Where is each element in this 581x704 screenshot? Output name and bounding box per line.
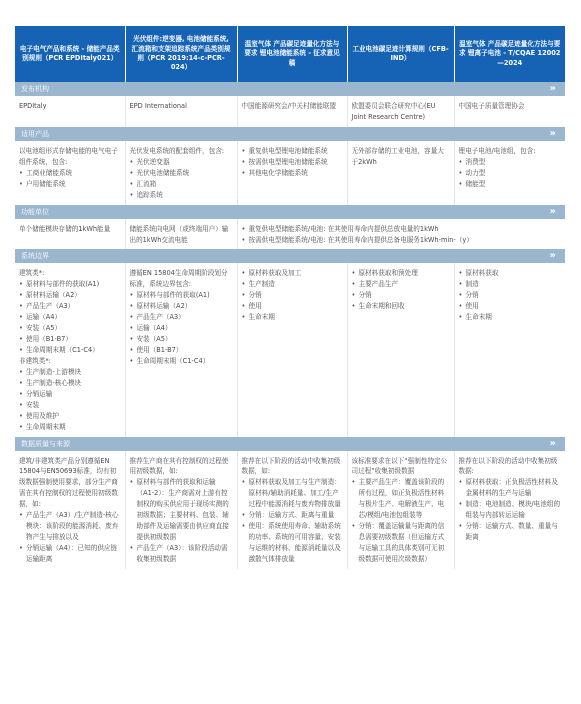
list-item: • 分销运输 — [19, 389, 121, 400]
section-header-row — [15, 205, 565, 219]
section-title-text: 功能单位 — [21, 207, 49, 216]
bullet-list — [352, 477, 450, 565]
section-header-row — [15, 127, 565, 141]
list-item: • 原材料获取及加工 — [242, 268, 343, 279]
table-cell — [237, 141, 347, 205]
list-item: • 主要产品生产：覆盖该阶段的所有过程，如正负极活性材料与极片生产、电解液生产、电芯/模组/电池包组装等 — [352, 477, 450, 521]
list-item: • 生命末期和回收 — [352, 301, 450, 312]
list-item: • 生产制造-核心模块 — [19, 378, 121, 389]
column-header: 温室气体 产品碳足迹量化方法与要求 锂离子电池 - T/CQAE 12002—2024 — [454, 26, 565, 82]
section-title — [15, 82, 565, 96]
section-title-text: 系统边界 — [21, 252, 49, 261]
list-item: • 原材料运输（A2） — [19, 290, 121, 301]
list-item: • 原材料与部件的获取(A1) — [130, 290, 233, 301]
column-header: 工业电池碳足迹计算规则（CFB-IND） — [347, 26, 454, 82]
list-item: • 运输（A4） — [19, 312, 121, 323]
bullet-list — [130, 477, 233, 565]
list-item: • 光伏电池储能系统 — [130, 168, 233, 179]
section-title-text: 数据质量与来源 — [21, 439, 70, 448]
table-cell-spanning — [237, 219, 565, 250]
list-item: • 生命末期 — [242, 312, 343, 323]
table-cell — [237, 451, 347, 569]
section-title-text: 发布机构 — [21, 85, 49, 93]
table-cell — [347, 96, 454, 127]
list-item: • 其他电化学储能系统 — [242, 168, 343, 179]
list-item: • 汇流箱 — [130, 179, 233, 190]
table-cell — [15, 263, 125, 436]
section-title — [15, 205, 565, 219]
bullet-list — [19, 367, 121, 433]
list-item: • 使用：系统使用寿命、辅助系统的功率、系统的可用容量、安装与运维的材料、能源消耗量以及激散气体排放量 — [242, 521, 343, 565]
list-item: • 原材料获取和预处理 — [352, 268, 450, 279]
list-item: • 生命周期末期 — [19, 422, 121, 433]
list-item: • 重复供电型锂电池储能系统 — [242, 146, 343, 157]
list-item: • 分销运输（A4）：已知的供应链运输距离 — [19, 543, 121, 565]
table-cell — [347, 263, 454, 436]
list-item: • 储能型 — [459, 179, 562, 190]
section-body-row — [15, 219, 565, 250]
cell-intro: 遵循EN 15804生命周期阶段划分标准，系统边界包含: — [129, 269, 228, 289]
section-body-row — [15, 141, 565, 205]
bullet-list — [242, 477, 343, 565]
bullet-list — [242, 268, 343, 323]
cell-intro: 推荐在以下阶段的活动中收集初级数据: — [458, 456, 558, 476]
table-cell — [454, 96, 565, 127]
table-cell — [347, 141, 454, 205]
cell-intro: 推荐在以下阶段的活动中收集初级数据，如: — [241, 456, 341, 476]
bullet-list — [19, 279, 121, 356]
list-item: • 动力型 — [459, 168, 562, 179]
list-item: • 分销 — [242, 290, 343, 301]
chevron-right-icon: » — [549, 127, 556, 139]
table-cell — [454, 263, 565, 436]
list-item: • 追踪系统 — [130, 190, 233, 201]
pcr-comparison-table — [15, 26, 565, 569]
section-title-text: 适用产品 — [21, 129, 49, 138]
cell-text: 中国电子质量管理协会 — [458, 102, 525, 110]
list-item: • 工商业储能系统 — [19, 168, 121, 179]
chevron-right-icon: » — [549, 83, 556, 94]
bullet-list — [19, 168, 121, 190]
list-item: • 按需供电型锂电池储能系统 — [242, 157, 343, 168]
cell-intro: 推荐生产商在其有控制权的过程使用初级数据，如: — [129, 456, 229, 476]
section-title — [15, 127, 565, 141]
list-item: • 分销：覆盖运输量与距离的信息需要初级数据（但运输方式与运输工具的具体类别可无初级数据可使用次级数据） — [352, 521, 450, 565]
section-header-row — [15, 249, 565, 263]
chevron-right-icon: » — [549, 437, 556, 449]
list-item: • 产品生产（A3）：该阶段活动需收集初级数据 — [130, 543, 233, 565]
list-item: • 分销 — [459, 290, 562, 301]
table-cell — [15, 96, 125, 127]
section-header-row — [15, 437, 565, 451]
table-cell — [454, 451, 565, 569]
list-item: • 原材料获取及加工与生产制造：原材料/辅助消耗量、加工/生产过程中能源消耗与废弃物排放量 — [242, 477, 343, 510]
list-item: • 光伏逆变器 — [130, 157, 233, 168]
list-item: • 使用 — [242, 301, 343, 312]
bullet-list — [130, 290, 233, 367]
section-header-row — [15, 82, 565, 96]
column-header: 光伏组件:逆变器, 电池储能系统, 汇流箱和支架追踪系统产品类别规则（PCR 2019:14-c-PCR-024） — [125, 26, 237, 82]
list-item: • 生产制造 — [242, 279, 343, 290]
list-item: • 运输（A4） — [130, 323, 233, 334]
cell-text: 储能系统向电网（或终端用户）输出的1kWh交流电能 — [129, 224, 229, 244]
cell-intro: 锂电子电池/电池组，包含: — [458, 146, 536, 155]
list-item: • 生产制造-上游模块 — [19, 367, 121, 378]
list-item: • 生命周期末期（C1-C4） — [130, 356, 233, 367]
section-body-row — [15, 263, 565, 436]
list-item: • 重复供电型储能系统/电池: 在其使用寿命内提供总放电量的1kWh — [242, 224, 562, 235]
column-header: 温室气体 产品碳足迹量化方法与要求 锂电池储能系统 - 征求意见稿 — [237, 26, 347, 82]
list-item: • 按需供电型储能系统/电池: 在其使用寿命内提供总备电服务1kWh-min-（y） — [242, 235, 562, 246]
list-item: • 分销 — [352, 290, 450, 301]
cell-intro: 以电池组形式存储电能的电气电子组件系统，包含: — [19, 146, 118, 166]
bullet-list — [459, 477, 562, 543]
list-item: • 产品生产（A3） — [130, 312, 233, 323]
bullet-list — [19, 510, 121, 565]
cell-text: 单个储能模块存储的1kWh能量 — [19, 224, 111, 233]
table-cell — [125, 96, 237, 127]
list-item: • 制造：电池制造、模块/电池组的组装与内部转运运输 — [459, 499, 562, 521]
cell-intro: 该标准要求在以下“强制性特定公司过程”收集初级数据 — [351, 456, 448, 476]
list-item: • 原材料获取 — [459, 268, 562, 279]
table-cell — [125, 451, 237, 569]
chevron-right-icon: » — [549, 205, 556, 217]
section-title — [15, 249, 565, 263]
list-item: • 原材料与部件的获取和运输（A1-2）：生产商需对上游有控制权的购买供应用于现场实测的初级数据；主要材料、包装、辅助部件及运输需要由供应商直接提供初级数据 — [130, 477, 233, 543]
group-label: 非建筑类*: — [19, 356, 51, 365]
list-item: • 生命末期 — [459, 312, 562, 323]
list-item: • 生命周期末期（C1-C4） — [19, 345, 121, 356]
list-item: • 原材料与部件的获取(A1) — [19, 279, 121, 290]
cell-text: EPDItaly — [19, 102, 47, 110]
cell-intro: 建筑/非建筑类产品分别遵循EN 15804与EN50693标准，均有初级数据强制使用要求，部分生产商需在其有控制权的过程使用初级数据，如: — [19, 456, 118, 509]
bullet-list — [130, 157, 233, 201]
table-cell — [15, 451, 125, 569]
table-cell — [125, 141, 237, 205]
list-item: • 安装（A5） — [19, 323, 121, 334]
list-item: • 原材料运输（A2） — [130, 301, 233, 312]
list-item: • 产品生产（A3） — [19, 301, 121, 312]
list-item: • 安装（A5） — [130, 334, 233, 345]
table-cell — [237, 96, 347, 127]
list-item: • 使用（B1-B7） — [19, 334, 121, 345]
list-item: • 安装 — [19, 400, 121, 411]
cell-text: 无外部存储的工业电池，容量大于2kWh — [351, 146, 444, 166]
section-body-row — [15, 451, 565, 569]
section-title — [15, 437, 565, 451]
column-header: 电子电气产品和系统 - 储能产品类别规则（PCR EPDItaly021） — [15, 26, 125, 82]
bullet-list — [242, 224, 562, 246]
list-item: • 使用（B1-B7） — [130, 345, 233, 356]
list-item: • 制造 — [459, 279, 562, 290]
section-body-row — [15, 96, 565, 127]
list-item: • 原材料获取：正负极活性材料及金属材料的生产与运输 — [459, 477, 562, 499]
table-cell — [125, 263, 237, 436]
cell-text: EPD International — [129, 102, 187, 110]
table-cell — [237, 263, 347, 436]
bullet-list — [459, 268, 562, 323]
list-item: • 主要产品生产 — [352, 279, 450, 290]
cell-text: 中国能源研究会/中关村储能联盟 — [241, 102, 337, 110]
bullet-list — [242, 146, 343, 179]
table-cell — [15, 219, 125, 250]
list-item: • 户用储能系统 — [19, 179, 121, 190]
list-item: • 使用 — [459, 301, 562, 312]
list-item: • 使用及维护 — [19, 411, 121, 422]
list-item: • 产品生产（A3）/生产制造-核心模块：该阶段的能源消耗、废弃物产生与排放以及 — [19, 510, 121, 543]
group-label: 建筑类*: — [19, 269, 45, 278]
table-cell — [347, 451, 454, 569]
table-cell — [125, 219, 237, 250]
list-item: • 消费型 — [459, 157, 562, 168]
table-cell — [15, 141, 125, 205]
cell-intro: 光伏发电系统的配套组件，包含: — [129, 146, 225, 155]
cell-text: 欧盟委员会联合研究中心(EU Joint Research Centre) — [351, 102, 436, 121]
table-cell — [454, 141, 565, 205]
list-item: • 分销：运输方式、数量、重量与距离 — [459, 521, 562, 543]
table-header-row — [15, 26, 565, 82]
bullet-list — [352, 268, 450, 312]
list-item: • 分销：运输方式、距离与重量 — [242, 510, 343, 521]
bullet-list — [459, 157, 562, 190]
chevron-right-icon: » — [549, 250, 556, 262]
